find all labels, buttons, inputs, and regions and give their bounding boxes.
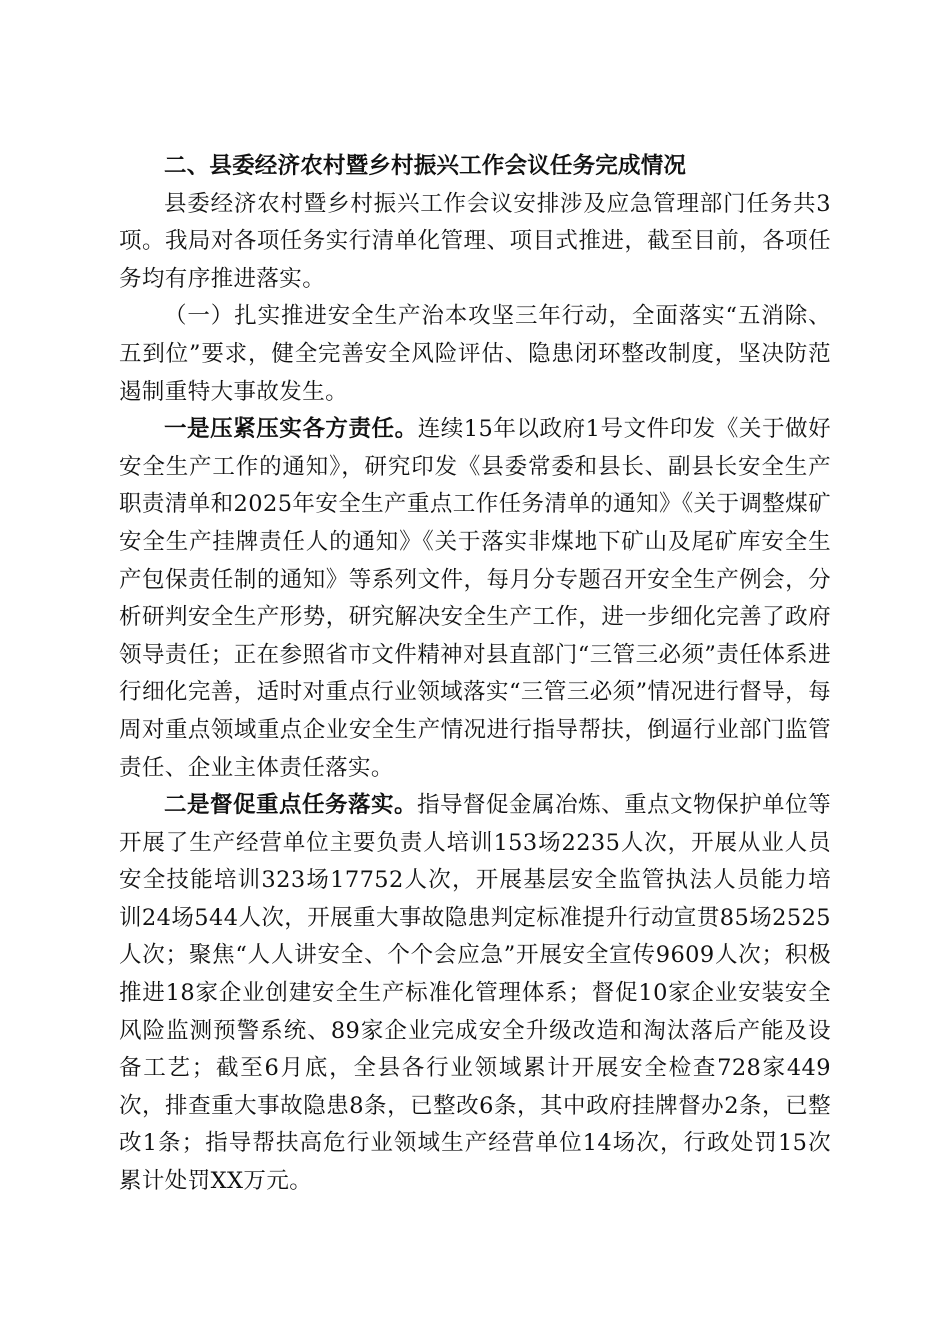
point-1-lead: 一是压紧压实各方责任。 xyxy=(164,416,418,443)
point-1-body: 连续15年以政府1号文件印发《关于做好安全生产工作的通知》，研究印发《县委常委和县长、副县长安全生产职责清单和2025年安全生产重点工作任务清单的通知》《关于调整煤矿安全生产挂牌责任人的通知》《关于落实非煤地下矿山及尾矿库安全生产包保责任制的通知》等系列文件，每月分专题召开安全生产例会，分析研判安全生产形势，研究解决安全生产工作，进一步细化完善了政府领导责任；正在参照省市文件精神对县直部门“三管三必须”责任体系进行细化完善，适时对重点行业领域落实“三管三必须”情况进行督导，每周对重点领域重点企业安全生产情况进行指导帮扶，倒逼行业部门监管责任、企业主体责任落实。 xyxy=(119,416,831,781)
sub-item-paragraph: （一）扎实推进安全生产治本攻坚三年行动，全面落实“五消除、五到位”要求，健全完善安全风险评估、隐患闭环整改制度，坚决防范遏制重特大事故发生。 xyxy=(119,303,831,405)
section-title: 二、县委经济农村暨乡村振兴工作会议任务完成情况 xyxy=(164,153,687,179)
document-page xyxy=(119,148,831,1201)
intro-paragraph: 县委经济农村暨乡村振兴工作会议安排涉及应急管理部门任务共3项。我局对各项任务实行清单化管理、项目式推进，截至目前，各项任务均有序推进落实。 xyxy=(119,190,831,292)
point-2-paragraph xyxy=(119,787,831,1201)
point-1-paragraph xyxy=(119,411,831,787)
point-2-lead: 二是督促重点任务落实。 xyxy=(164,792,418,819)
point-2-body: 指导督促金属冶炼、重点文物保护单位等开展了生产经营单位主要负责人培训153场2235人次，开展从业人员安全技能培训323场17752人次，开展基层安全监管执法人员能力培训24场544人次，开展重大事故隐患判定标准提升行动宣贯85场2525人次；聚焦“人人讲安全、个个会应急”开展安全宣传9609人次；积极推进18家企业创建安全生产标准化管理体系；督促10家企业安装安全风险监测预警系统、89家企业完成安全升级改造和淘汰落后产能及设备工艺；截至6月底，全县各行业领域累计开展安全检查728家449次，排查重大事故隐患8条，已整改6条，其中政府挂牌督办2条，已整改1条；指导帮扶高危行业领域生产经营单位14场次，行政处罚15次累计处罚XX万元。 xyxy=(119,792,832,1195)
